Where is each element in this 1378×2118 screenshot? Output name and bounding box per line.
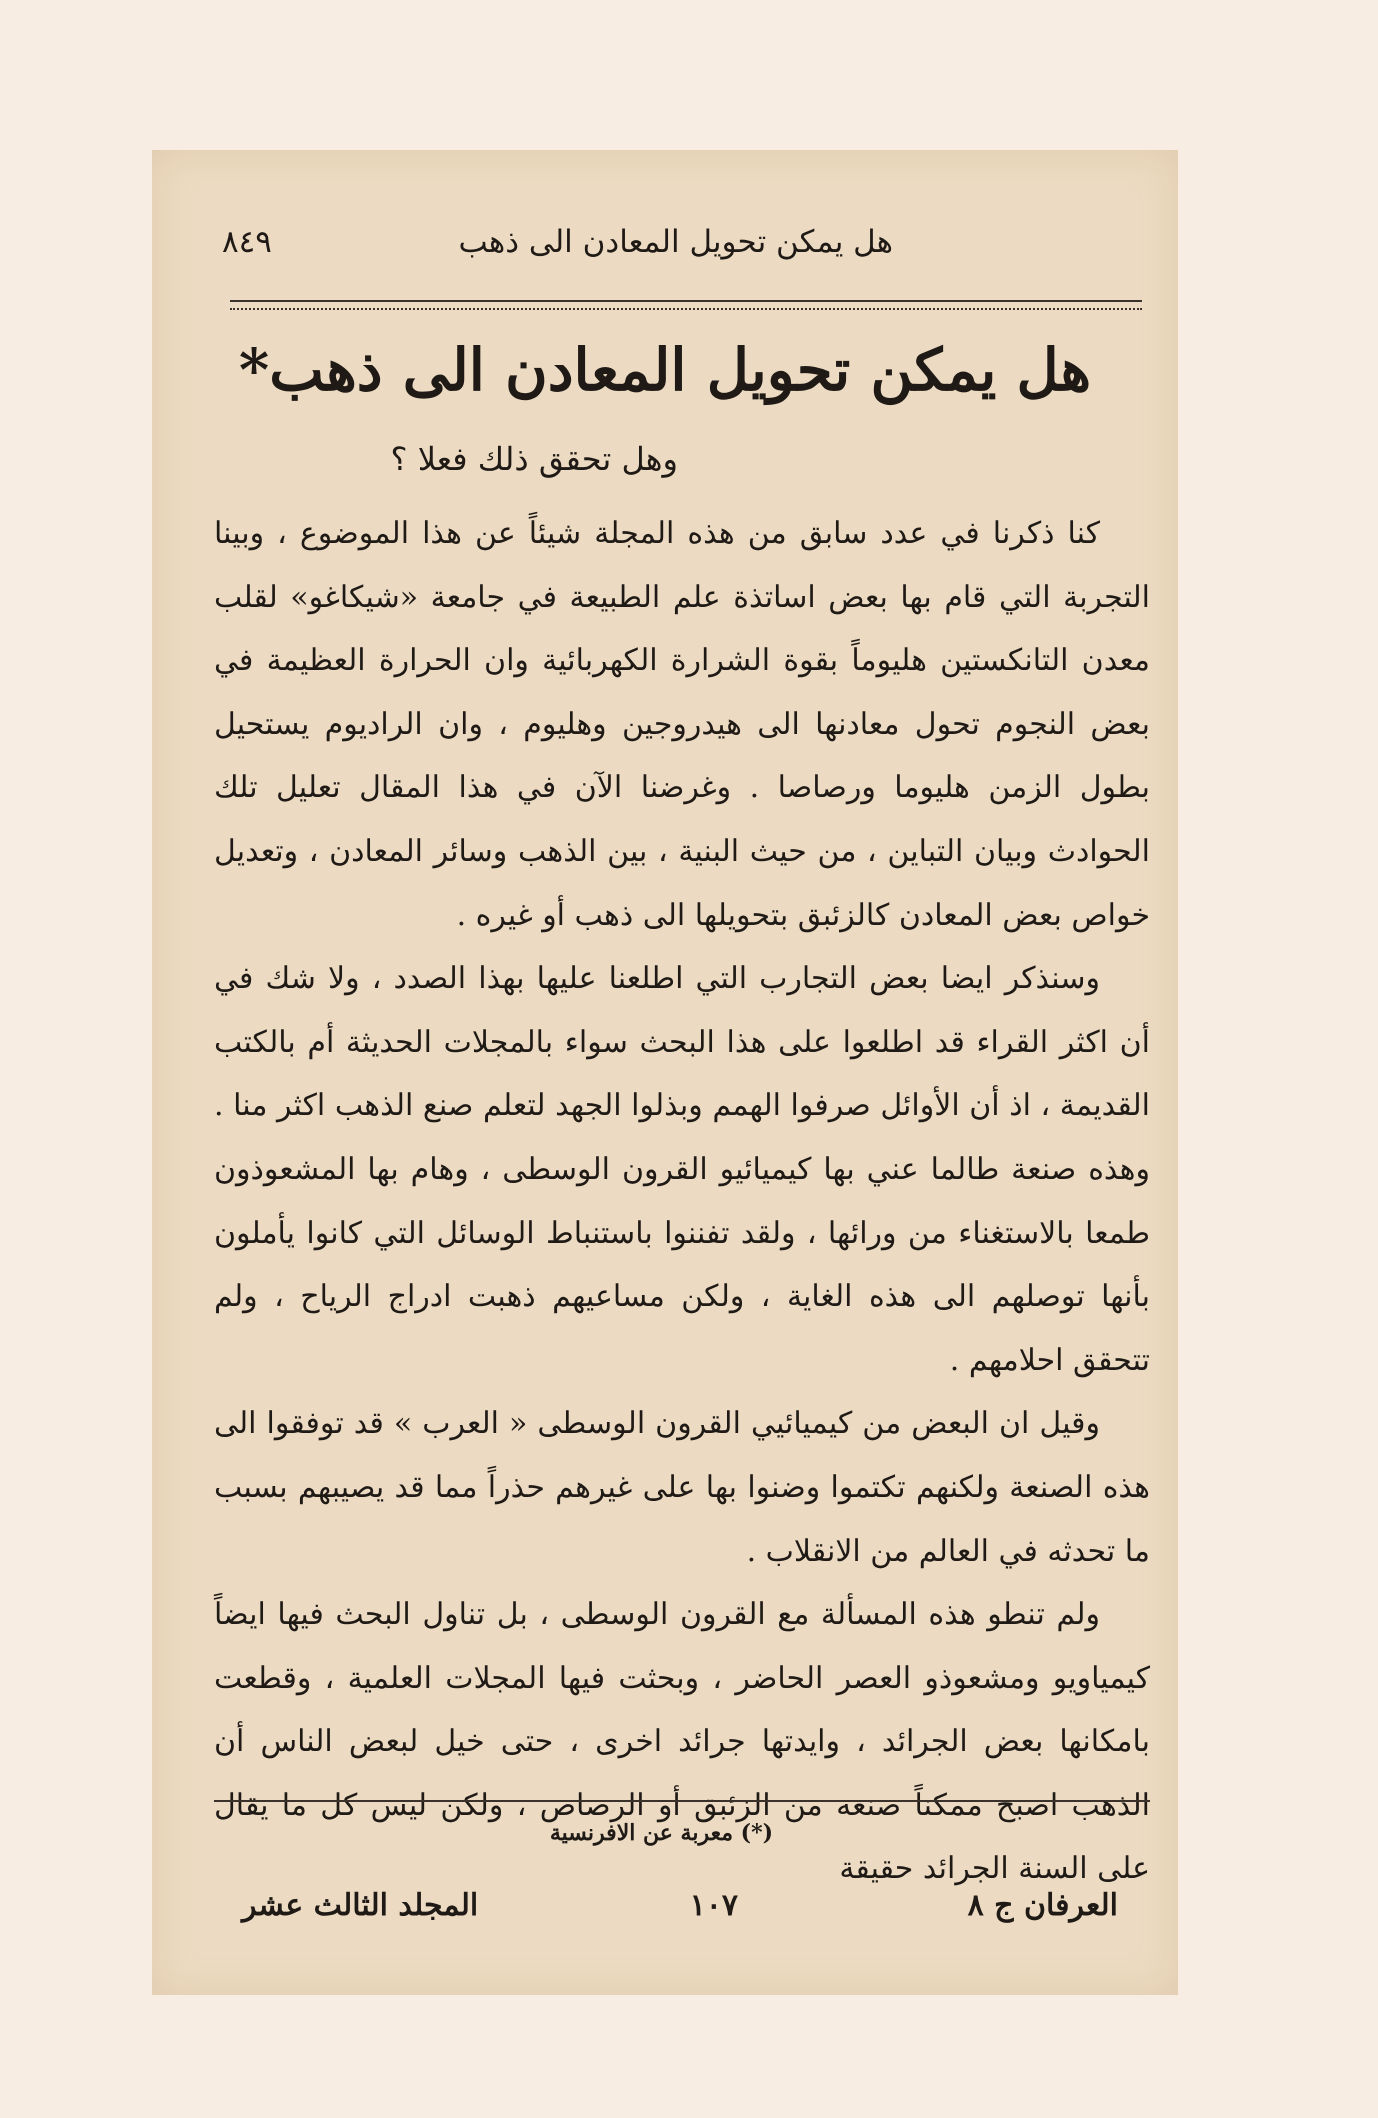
page-footer [242,1888,1118,1938]
running-header [222,224,1118,284]
article-body [214,502,1150,1901]
article-title: هل يمكن تحويل المعادن الى ذهب* [238,336,1092,404]
running-title: هل يمكن تحويل المعادن الى ذهب [458,224,893,260]
footnote-divider [214,1800,1150,1802]
article-subtitle: وهل تحقق ذلك فعلا ؟ [390,440,678,478]
page-number: ٨٤٩ [222,224,272,260]
paragraph-3: وقيل ان البعض من كيميائيي القرون الوسطى « العرب » قد توفقوا الى هذه الصنعة ولكنهم تكتموا وضنوا بها على غيرهم حذراً مما قد يصيبهم بسبب ما تحدثه في العالم من الانقلاب . [214,1406,1150,1569]
footer-journal: العرفان ج ٨ [967,1888,1118,1923]
paragraph-1: كنا ذكرنا في عدد سابق من هذه المجلة شيئاً عن هذا الموضوع ، وبينا التجربة التي قام بها بعض اساتذة علم الطبيعة في جامعة «شيكاغو» لقلب معدن التانكستين هليوماً بقوة الشرارة الكهربائية وان الحرارة العظيمة في بعض النجوم تحول معادنها الى هيدروجين وهليوم ، وان الراديوم يستحيل بطول الزمن هليوما ورصاصا . وغرضنا الآن في هذا المقال تعليل تلك الحوادث وبيان التباين ، من حيث البنية ، بين الذهب وسائر المعادن ، وتعديل خواص بعض المعادن كالزئبق بتحويلها الى ذهب أو غيره . [214,516,1150,933]
footer-sheet-number: ١٠٧ [689,1888,738,1923]
book-page [152,150,1178,1995]
paragraph-4: ولم تنطو هذه المسألة مع القرون الوسطى ، بل تناول البحث فيها ايضاً كيمياويو ومشعوذو العصر الحاضر ، وبحثت فيها المجلات العلمية ، وقطعت بامكانها بعض الجرائد ، وايدتها جرائد اخرى ، حتى خيل لبعض الناس أن الذهب اصبح ممكناً صنعه من الزئبق أو الرصاص ، ولكن ليس كل ما يقال على السنة الجرائد حقيقة [214,1597,1150,1887]
paragraph-2: وسنذكر ايضا بعض التجارب التي اطلعنا عليها بهذا الصدد ، ولا شك في أن اكثر القراء قد اطلعوا على هذا البحث سواء بالمجلات الحديثة أم بالكتب القديمة ، اذ أن الأوائل صرفوا الهمم وبذلوا الجهد لتعلم صنع الذهب اكثر منا . وهذه صنعة طالما عني بها كيميائيو القرون الوسطى ، وهام بها المشعوذون طمعا بالاستغناء من ورائها ، ولقد تفننوا باستنباط الوسائل التي كانوا يأملون بأنها توصلهم الى هذه الغاية ، ولكن مساعيهم ذهبت ادراج الرياح ، ولم تتحقق احلامهم . [214,961,1150,1378]
header-divider [230,300,1142,310]
footnote: (*) معربة عن الافرنسية [549,1820,773,1846]
footer-volume: المجلد الثالث عشر [242,1888,479,1923]
